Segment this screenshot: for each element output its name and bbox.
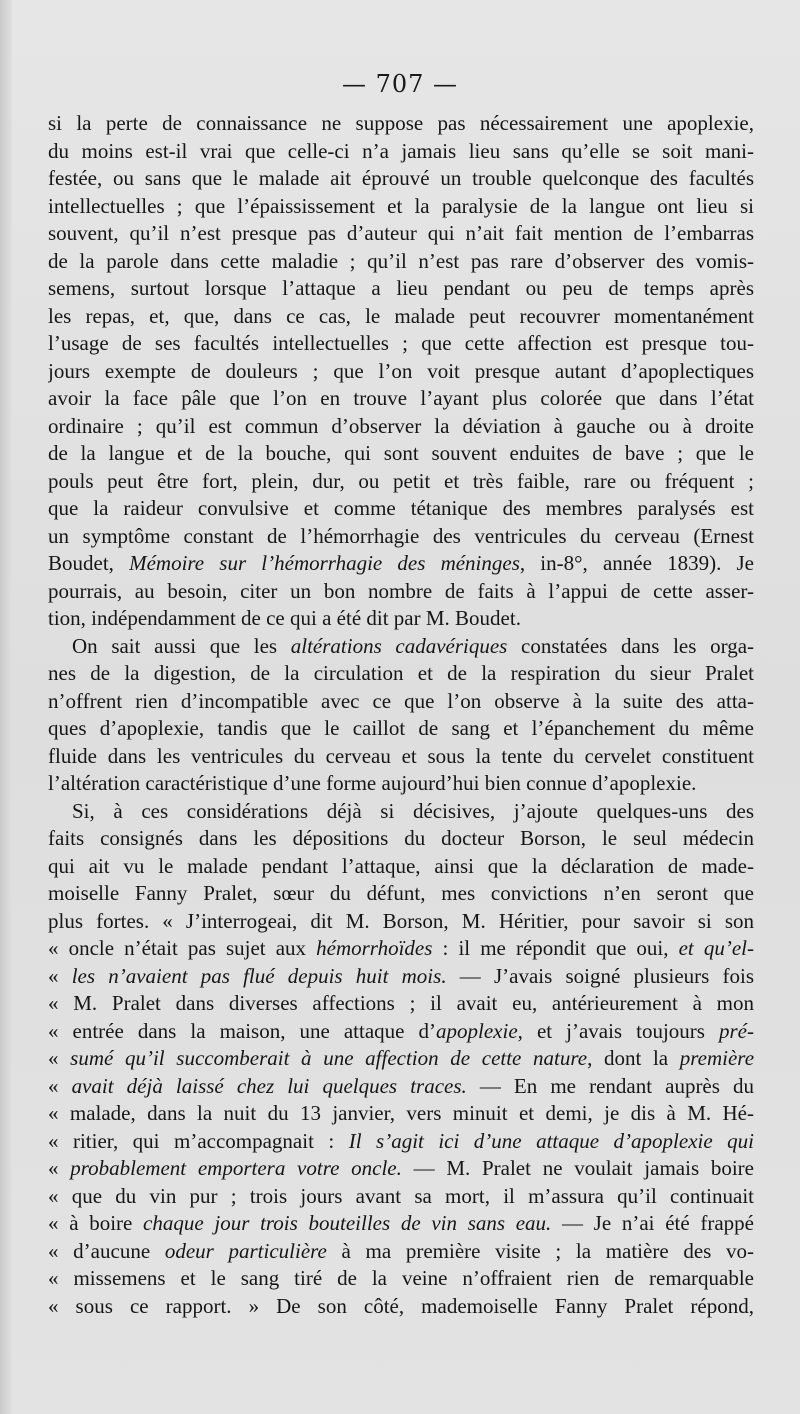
italic-text: altérations cadavériques bbox=[290, 633, 508, 658]
italic-text: Mémoire sur l’hémorrhagie des méninges bbox=[129, 551, 520, 575]
text-line bbox=[48, 1238, 754, 1266]
italic-text: chaque jour trois bouteilles de vin sans eau. bbox=[143, 1211, 552, 1235]
italic-text: et qu’el- bbox=[678, 936, 754, 960]
line-text: ques d’apoplexie, tandis que le caillot de sang et l’épanchement du même bbox=[48, 716, 754, 740]
line-text: n’offrent rien d’incompatible avec ce que l’on observe à la suite des atta- bbox=[48, 688, 754, 713]
text-line bbox=[48, 495, 754, 523]
line-text: les repas, et, que, dans ce cas, le malade peut recouvrer momentanément bbox=[48, 303, 754, 328]
line-text: moiselle Fanny Pralet, sœur du défunt, mes convictions n’en seront que bbox=[48, 881, 754, 905]
line-text: « à boire bbox=[48, 1211, 144, 1235]
line-text: si la perte de connaissance ne suppose pas nécessairement une apoplexie, bbox=[48, 111, 754, 135]
line-text: tion, indépendamment de ce qui a été dit par M. Boudet. bbox=[48, 606, 521, 630]
text-line bbox=[48, 303, 754, 331]
line-text: « bbox=[48, 1046, 71, 1070]
page-number: — 707 — bbox=[341, 70, 459, 98]
text-line bbox=[48, 220, 754, 248]
line-text: que la raideur convulsive et comme tétanique des membres paralysés est bbox=[48, 496, 754, 520]
text-line bbox=[48, 165, 754, 193]
line-text: « ritier, qui m’accompagnait : bbox=[48, 1128, 349, 1153]
line-text: plus fortes. « J’interrogeai, dit M. Borson, M. Héritier, pour savoir si son bbox=[48, 908, 754, 933]
line-text: à ma première visite ; la matière des vo- bbox=[326, 1238, 754, 1263]
text-line bbox=[48, 1018, 754, 1046]
text-line bbox=[48, 935, 754, 963]
italic-text: apoplexie bbox=[436, 1018, 518, 1043]
line-text: de la langue et de la bouche, qui sont souvent enduites de bave ; que le bbox=[48, 441, 754, 465]
line-text: constatées dans les orga- bbox=[507, 633, 754, 658]
text-line bbox=[48, 825, 754, 853]
body-text bbox=[48, 110, 754, 1320]
text-line bbox=[48, 798, 754, 826]
line-text: — En me rendant auprès du bbox=[466, 1073, 754, 1098]
line-text: faits consignés dans les dépositions du docteur Borson, le seul médecin bbox=[48, 826, 754, 850]
text-line bbox=[48, 1128, 754, 1156]
text-line bbox=[48, 1155, 754, 1183]
line-text: « bbox=[48, 1156, 71, 1180]
line-text: avoir la face pâle que l’on en trouve l’ayant plus colorée que dans l’état bbox=[48, 386, 754, 410]
line-text: , in-8°, année 1839). Je bbox=[519, 551, 754, 575]
line-text: l’altération caractéristique d’une forme aujourd’hui bien connue d’apoplexie. bbox=[48, 771, 697, 795]
line-text: un symptôme constant de l’hémorrhagie des ventricules du cerveau (Ernest bbox=[48, 523, 754, 548]
line-text: « missemens et le sang tiré de la veine n’offraient rien de remarquable bbox=[48, 1266, 754, 1290]
text-line bbox=[48, 633, 754, 661]
text-line bbox=[48, 193, 754, 221]
text-line bbox=[48, 523, 754, 551]
line-text: qui ait vu le malade pendant l’attaque, ainsi que la déclaration de made- bbox=[48, 853, 754, 878]
line-text: : il me répondit que oui, bbox=[432, 936, 679, 960]
italic-text: les n’avaient pas flué depuis huit mois. bbox=[71, 963, 447, 988]
line-text: Boudet, bbox=[48, 551, 130, 575]
text-line bbox=[48, 1210, 754, 1238]
text-line bbox=[48, 385, 754, 413]
italic-text: probablement emportera votre oncle. bbox=[70, 1156, 402, 1180]
text-line bbox=[48, 1265, 754, 1293]
text-line bbox=[48, 1183, 754, 1211]
text-line bbox=[48, 963, 754, 991]
text-line bbox=[48, 853, 754, 881]
line-text: jours exempte de douleurs ; que l’on voit presque autant d’apoplectiques bbox=[48, 358, 754, 383]
italic-text: première bbox=[679, 1046, 754, 1070]
text-line bbox=[48, 138, 754, 166]
line-text: , et j’avais toujours bbox=[517, 1018, 719, 1043]
line-text: festée, ou sans que le malade ait éprouvé un trouble quelconque des facultés bbox=[48, 166, 754, 190]
line-text: — Je n’ai été frappé bbox=[551, 1211, 754, 1235]
text-line bbox=[48, 1100, 754, 1128]
line-text: semens, surtout lorsque l’attaque a lieu pendant ou peu de temps après bbox=[48, 276, 754, 300]
line-text: « M. Pralet dans diverses affections ; il avait eu, antérieurement à mon bbox=[48, 991, 754, 1015]
line-text: Si, à ces considérations déjà si décisives, j’ajoute quelques-uns des bbox=[72, 798, 754, 823]
text-line bbox=[48, 248, 754, 276]
text-line bbox=[48, 110, 754, 138]
text-line bbox=[48, 330, 754, 358]
text-line bbox=[48, 468, 754, 496]
line-text: souvent, qu’il n’est presque pas d’auteur qui n’ait fait mention de l’embarras bbox=[48, 221, 754, 245]
text-line bbox=[48, 1073, 754, 1101]
text-line bbox=[48, 715, 754, 743]
line-text: l’usage de ses facultés intellectuelles ; que cette affection est presque tou- bbox=[48, 331, 754, 355]
line-text: du moins est-il vrai que celle-ci n’a jamais lieu sans qu’elle se soit mani- bbox=[48, 138, 754, 163]
line-text: « que du vin pur ; trois jours avant sa mort, il m’assura qu’il continuait bbox=[48, 1183, 754, 1208]
text-line bbox=[48, 880, 754, 908]
line-text: On sait aussi que les bbox=[72, 633, 291, 658]
line-text: « bbox=[48, 963, 72, 988]
text-line bbox=[48, 578, 754, 606]
line-text: « bbox=[48, 1073, 72, 1098]
text-line bbox=[48, 660, 754, 688]
text-line bbox=[48, 358, 754, 386]
text-line bbox=[48, 550, 754, 578]
italic-text: sumé qu’il succomberait à une affection de cette nature bbox=[70, 1046, 588, 1070]
line-text: pouls peut être fort, plein, dur, ou petit et très faible, rare ou fréquent ; bbox=[48, 468, 754, 493]
line-text: « entrée dans la maison, une attaque d’ bbox=[48, 1018, 437, 1043]
italic-text: hémorrhoïdes bbox=[316, 936, 433, 960]
line-text: nes de la digestion, de la circulation et de la respiration du sieur Pralet bbox=[48, 661, 754, 685]
line-text: de la parole dans cette maladie ; qu’il n’est pas rare d’observer des vomis- bbox=[48, 248, 754, 273]
text-line bbox=[48, 770, 754, 798]
line-text: fluide dans les ventricules du cerveau et sous la tente du cervelet constituent bbox=[48, 743, 754, 768]
text-line bbox=[48, 1293, 754, 1321]
italic-text: pré- bbox=[719, 1018, 754, 1043]
line-text: , dont la bbox=[587, 1046, 680, 1070]
line-text: pourrais, au besoin, citer un bon nombre de faits à l’appui de cette asser- bbox=[48, 578, 754, 603]
text-line bbox=[48, 275, 754, 303]
italic-text: odeur particulière bbox=[164, 1238, 327, 1263]
line-text: « oncle n’était pas sujet aux bbox=[48, 936, 317, 960]
text-line bbox=[48, 1045, 754, 1073]
text-line bbox=[48, 990, 754, 1018]
line-text: « d’aucune bbox=[48, 1238, 165, 1263]
page-edge-shadow bbox=[0, 0, 12, 1414]
text-line bbox=[48, 688, 754, 716]
text-line bbox=[48, 908, 754, 936]
text-line bbox=[48, 743, 754, 771]
italic-text: avait déjà laissé chez lui quelques traces. bbox=[71, 1073, 467, 1098]
line-text: — M. Pralet ne voulait jamais boire bbox=[401, 1156, 754, 1180]
text-line bbox=[48, 440, 754, 468]
italic-text: Il s’agit ici d’une attaque d’apoplexie qui bbox=[348, 1128, 754, 1153]
line-text: « malade, dans la nuit du 13 janvier, vers minuit et demi, je dis à M. Hé- bbox=[48, 1101, 754, 1125]
line-text: ordinaire ; qu’il est commun d’observer la déviation à gauche ou à droite bbox=[48, 413, 754, 438]
line-text: « sous ce rapport. » De son côté, mademoiselle Fanny Pralet répond, bbox=[48, 1293, 754, 1318]
text-line bbox=[48, 413, 754, 441]
line-text: — J’avais soigné plusieurs fois bbox=[446, 963, 754, 988]
text-line bbox=[48, 605, 754, 633]
line-text: intellectuelles ; que l’épaississement et la paralysie de la langue ont lieu si bbox=[48, 193, 754, 218]
